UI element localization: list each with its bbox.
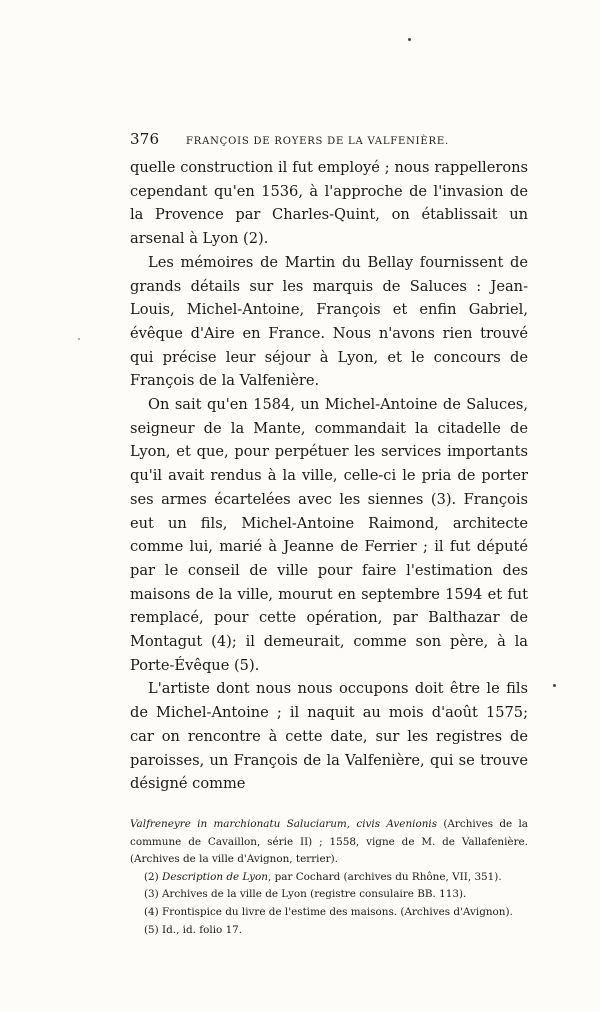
body-text	[130, 156, 528, 796]
footnote-2-number: (2)	[144, 870, 163, 883]
footnote-continued-rest: (Archives de la commune de Cavaillon, série II) ; 1558, vigne de M. de Vallafenière. (Archives de la ville d'Avignon, terrier).	[130, 817, 528, 866]
footnote-2-rest: , par Cochard (archives du Rhône, VII, 351).	[268, 870, 502, 883]
book-page	[130, 130, 528, 939]
footnote-continued-italic: Valfreneyre in marchionatu Saluciarum, civis Avenionis	[130, 817, 438, 830]
paragraph-saluces-1584: On sait qu'en 1584, un Michel-Antoine de Saluces, seigneur de la Mante, commandait la citadelle de Lyon, et que, pour perpétuer les services importants qu'il avait rendus à la ville, celle-ci le pria de porter ses armes écartelées avec les siennes (3). François eut un fils, Michel-Antoine Raimond, architecte comme lui, marié à Jeanne de Ferrier ; il fut député par le conseil de ville pour faire l'estimation des maisons de la ville, mourut en septembre 1594 et fut remplacé, pour cette opération, par Balthazar de Montagut (4); il demeurait, comme son père, à la Porte-Évêque (5).	[130, 396, 528, 674]
paragraph-memoires: Les mémoires de Martin du Bellay fournissent de grands détails sur les marquis de Saluces : Jean-Louis, Michel-Antoine, François et enfin Gabriel, évêque d'Aire en France. Nous n'avons rien trouvé qui précise leur séjour à Lyon, et le concours de François de la Valfenière.	[130, 253, 528, 390]
scan-speck-right	[553, 684, 556, 687]
paragraph-continued: quelle construction il fut employé ; nous rappellerons cependant qu'en 1536, à l'approche de l'invasion de la Provence par Charles-Quint, on établissait un arsenal à Lyon (2).	[130, 159, 528, 248]
footnotes	[130, 816, 528, 939]
footnote-3: (3) Archives de la ville de Lyon (registre consulaire BB. 113).	[144, 888, 467, 901]
footnote-2-title: Description de Lyon	[162, 870, 268, 883]
scan-speck-top	[408, 38, 411, 41]
page-header	[130, 130, 528, 152]
footnote-4: (4) Frontispice du livre de l'estime des maisons. (Archives d'Avignon).	[144, 905, 513, 918]
paragraph-artiste: L'artiste dont nous nous occupons doit être le fils de Michel-Antoine ; il naquit au mois d'août 1575; car on rencontre à cette date, sur les registres de paroisses, un François de la Valfenière, qui se trouve désigné comme	[130, 680, 528, 793]
footnote-continued	[130, 816, 528, 869]
footnote-5: (5) Id., id. folio 17.	[144, 923, 243, 936]
scan-speck-left	[78, 338, 80, 340]
page-number: 376	[130, 130, 160, 148]
footnote-2	[130, 869, 528, 887]
running-title: FRANÇOIS DE ROYERS DE LA VALFENIÈRE.	[186, 136, 449, 147]
